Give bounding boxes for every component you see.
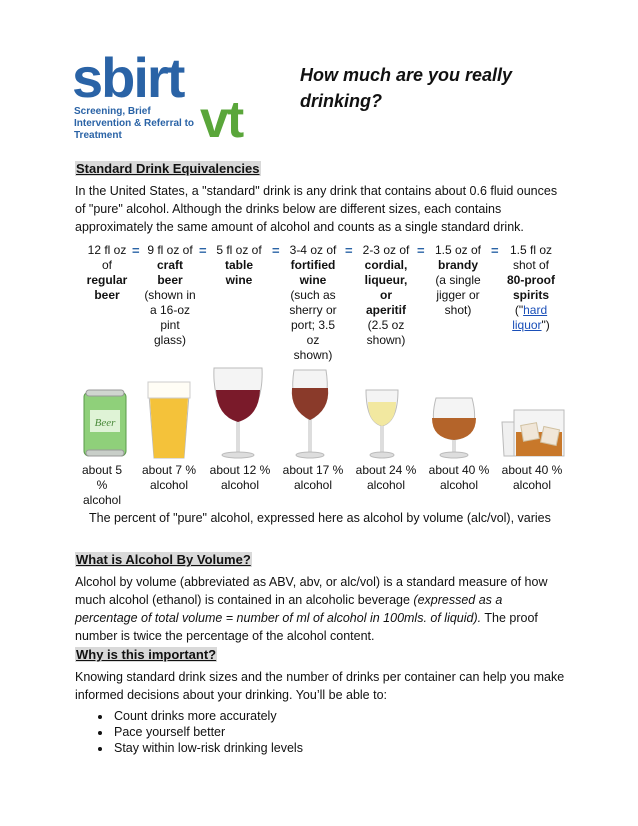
logo-word: sbirt bbox=[72, 46, 184, 109]
note-close: ") bbox=[541, 318, 550, 332]
pint-glass-icon bbox=[148, 382, 190, 458]
drink-amount: 1.5 oz of bbox=[434, 243, 482, 257]
logo-tagline: Screening, Brief Intervention & Referral to Treatment bbox=[74, 106, 195, 141]
drink-amount: 12 fl oz bbox=[87, 243, 127, 257]
drink-column-beer bbox=[78, 243, 136, 303]
drink-note: (a single jigger or shot) bbox=[435, 273, 481, 317]
sherry-glass-icon bbox=[292, 370, 328, 458]
heading-text: What is Alcohol By Volume? bbox=[76, 552, 251, 567]
pct-spirits: about 40 % alcohol bbox=[501, 463, 563, 492]
pct-craft-beer: about 7 % alcohol bbox=[141, 463, 197, 492]
section-heading-standard-drink bbox=[75, 160, 261, 178]
hard-liquor-link[interactable]: hard liquor bbox=[512, 303, 548, 332]
pct-beer: about 5 % alcohol bbox=[81, 463, 123, 507]
note-open: (" bbox=[514, 303, 524, 317]
list-item: • Pace yourself better bbox=[112, 724, 303, 740]
drink-column-craft-beer bbox=[140, 243, 200, 348]
benefits-list bbox=[92, 708, 303, 756]
beer-can-icon bbox=[84, 390, 126, 456]
drink-amount: 5 fl oz of bbox=[216, 243, 262, 257]
pct-brandy: about 40 % alcohol bbox=[428, 463, 490, 492]
page-title: How much are you really drinking? bbox=[300, 65, 513, 111]
drink-name: cordial, liqueur, or aperitif bbox=[364, 258, 408, 317]
drink-amount: 1.5 fl oz bbox=[509, 243, 553, 257]
list-item: • Count drinks more accurately bbox=[112, 708, 303, 724]
equals-sign: = bbox=[417, 243, 425, 258]
svg-text:Beer: Beer bbox=[94, 417, 116, 429]
pct-fortified-wine: about 17 % alcohol bbox=[282, 463, 344, 492]
logo-suffix: vt bbox=[200, 91, 243, 149]
pct-cordial: about 24 % alcohol bbox=[355, 463, 417, 492]
pct-table-wine: about 12 % alcohol bbox=[209, 463, 271, 492]
importance-paragraph: Knowing standard drink sizes and the number of drinks per container can help you make informed decisions about your drinking. You’ll be able to: bbox=[75, 670, 565, 702]
drink-amount: 3-4 oz of bbox=[289, 243, 337, 257]
section-heading-abv bbox=[75, 551, 252, 569]
drink-column-cordial bbox=[356, 243, 416, 348]
drink-name: regular beer bbox=[86, 273, 128, 302]
drink-column-spirits bbox=[500, 243, 562, 333]
spirits-glasses-icon bbox=[502, 410, 564, 456]
drink-amount: 9 fl oz of bbox=[147, 243, 193, 257]
alc-vol-caption: The percent of "pure" alcohol, expressed here as alcohol by volume (alc/vol), varies bbox=[89, 511, 551, 525]
drink-note bbox=[500, 303, 562, 333]
standard-drink-paragraph: In the United States, a "standard" drink is any drink that contains about 0.6 fluid ounces of "pure" alcohol. Although the drinks below are different sizes, each contains approximately the same amount of alcohol and counts as a single standard drink. bbox=[75, 184, 558, 234]
heading-text: Standard Drink Equivalencies bbox=[76, 161, 260, 176]
abv-text-end: The proof number is twice the percentage of the alcohol content. bbox=[75, 611, 538, 643]
drink-name: table wine bbox=[224, 258, 253, 287]
equals-sign: = bbox=[132, 243, 140, 258]
drink-note: (shown in a 16-oz pint glass) bbox=[144, 288, 196, 347]
section-heading-importance bbox=[75, 646, 217, 664]
drink-illustrations bbox=[70, 360, 570, 460]
drink-amount-cont: shot of bbox=[512, 258, 550, 272]
drink-note: (such as sherry or port; 3.5 oz shown) bbox=[289, 288, 337, 362]
drink-note: (2.5 oz shown) bbox=[366, 318, 406, 347]
abv-italic-text: (expressed as a percentage of total volume = number of ml of alcohol in 100mls. of liquid). bbox=[75, 593, 503, 625]
abv-paragraph bbox=[75, 573, 567, 645]
drink-column-table-wine bbox=[210, 243, 268, 288]
drink-column-brandy bbox=[428, 243, 488, 318]
list-item: • Stay within low-risk drinking levels bbox=[112, 740, 303, 756]
equals-sign: = bbox=[199, 243, 207, 258]
drink-name: brandy bbox=[437, 258, 478, 272]
drink-amount-cont: of bbox=[101, 258, 112, 272]
cordial-glass-icon bbox=[366, 390, 398, 458]
equals-sign: = bbox=[345, 243, 353, 258]
equals-sign: = bbox=[272, 243, 280, 258]
drink-column-fortified-wine bbox=[282, 243, 344, 363]
wine-glass-icon bbox=[214, 368, 262, 458]
sbirt-vt-logo bbox=[72, 48, 262, 148]
drink-amount: 2-3 oz of bbox=[362, 243, 410, 257]
equals-sign: = bbox=[491, 243, 499, 258]
heading-text: Why is this important? bbox=[76, 647, 217, 662]
abv-text: Alcohol by volume (abbreviated as ABV, abv, or alc/vol) is a standard measure of how much alcohol (ethanol) is contained in an alcoholic beverage bbox=[75, 575, 548, 607]
drink-name: fortified wine bbox=[290, 258, 336, 287]
drink-name: craft beer bbox=[156, 258, 183, 287]
drink-name: 80-proof spirits bbox=[507, 273, 555, 302]
brandy-snifter-icon bbox=[432, 398, 476, 458]
